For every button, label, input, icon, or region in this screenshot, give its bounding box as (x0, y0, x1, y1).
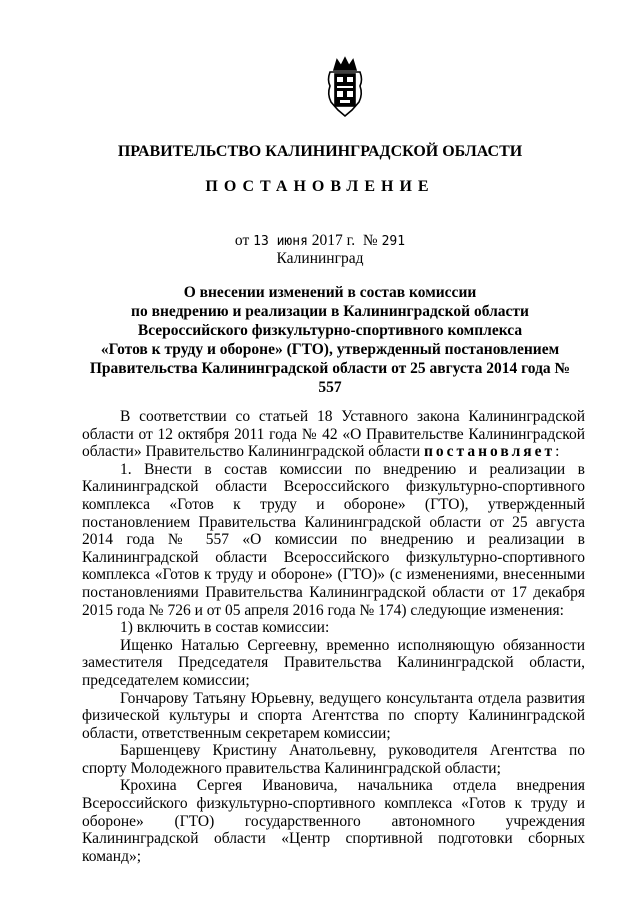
document-type: ПОСТАНОВЛЕНИЕ (205, 178, 435, 195)
coat-of-arms-icon (324, 56, 366, 118)
date-line (0, 232, 640, 250)
subject-line: О внесении изменений в состав комиссии (183, 284, 477, 301)
paragraph-preamble (82, 408, 585, 461)
paragraph-subitem-1: 1) включить в состав комиссии: (120, 619, 330, 637)
date-year: 2017 г. (311, 232, 356, 249)
subject-line: по внедрению и реализации в Калининградской области (131, 303, 529, 320)
organization-title: ПРАВИТЕЛЬСТВО КАЛИНИНГРАДСКОЙ ОБЛАСТИ (117, 143, 523, 160)
subject-line: Всероссийского физкультурно-спортивного комплекса (137, 322, 523, 339)
preamble-end: : (555, 443, 560, 461)
document-body (82, 408, 585, 865)
number-sign: № (362, 232, 378, 249)
document-subject (80, 283, 580, 397)
paragraph-member: Ищенко Наталью Сергеевну, временно исполняющую обязанности заместителя Председателя Правительства Калининградской области, председателем комиссии; (82, 636, 585, 689)
date-handwritten: 13 июня (253, 234, 308, 249)
paragraph-member: Баршенцеву Кристину Анатольевну, руководителя Агентства по спорту Молодежного правительства Калининградской области; (82, 742, 585, 777)
city: Калининград (276, 250, 364, 267)
subject-line: «Готов к труду и обороне» (ГТО), утвержденный постановлением (100, 341, 560, 358)
paragraph-member: Крохина Сергея Ивановича, начальника отдела внедрения Всероссийского физкультурно-спортивного комплекса «Готов к труду и обороне» (ГТО) государственного автономного учреждения Калининградской области «Центр спортивной подготовки сборных команд»; (82, 777, 585, 865)
document-number: 291 (381, 234, 406, 249)
resolves-keyword: постановляет (424, 443, 556, 461)
subject-line: Правительства Калининградской области от 25 августа 2014 года № 557 (89, 360, 571, 396)
paragraph-item-1: 1. Внести в состав комиссии по внедрению и реализации в Калининградской области Всероссийского физкультурно-спортивного комплекса «Готов к труду и обороне» (ГТО), утвержденный постановлением Правительства Калининградской области от 25 августа 2014 года № 557 «О комиссии по внедрению и реализации в Калининградской области Всероссийского физкультурно-спортивного комплекса «Готов к труду и обороне» (ГТО)» (с изменениями, внесенными постановлениями Правительства Калининградской области от 17 декабря 2015 года № 726 и от 05 апреля 2016 года № 174) следующие изменения: (82, 460, 585, 619)
paragraph-member: Гончарову Татьяну Юрьевну, ведущего консультанта отдела развития физической культуры и спорта Агентства по спорту Калининградской области, ответственным секретарем комиссии; (82, 689, 585, 742)
date-prefix: от (234, 232, 250, 249)
preamble-text: В соответствии со статьей 18 Уставного закона Калининградской области от 12 октября 2011 года № 42 «О Правительстве Калининградской области» Правительство Калининградской области (82, 408, 585, 461)
